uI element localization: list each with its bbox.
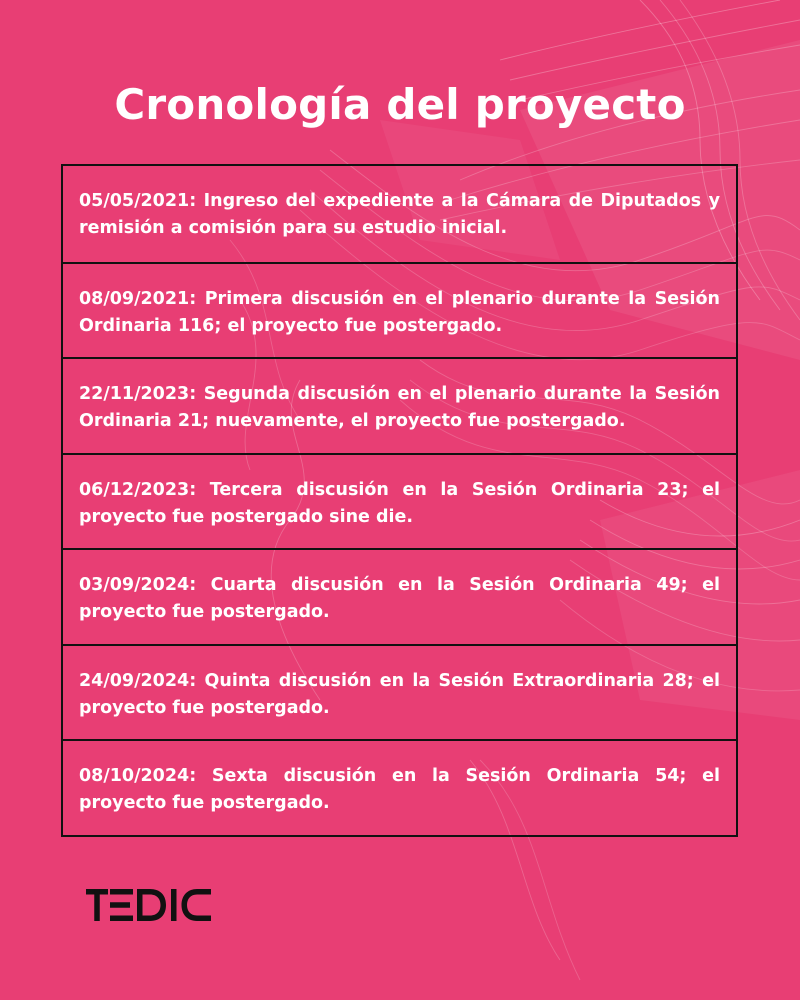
timeline-event: 24/09/2024: Quinta discusión en la Sesión Extraordinaria 28; el proyecto fue postergado. xyxy=(63,644,736,740)
timeline-table xyxy=(61,164,738,837)
page-title: Cronología del proyecto xyxy=(114,80,686,129)
timeline-event: 03/09/2024: Cuarta discusión en la Sesión Ordinaria 49; el proyecto fue postergado. xyxy=(63,548,736,644)
timeline-event: 05/05/2021: Ingreso del expediente a la Cámara de Diputados y remisión a comisión para su estudio inicial. xyxy=(79,191,720,238)
timeline-event: 08/09/2021: Primera discusión en el plenario durante la Sesión Ordinaria 116; el proyecto fue postergado. xyxy=(63,262,736,358)
timeline-event: 22/11/2023: Segunda discusión en el plenario durante la Sesión Ordinaria 21; nuevamente, el proyecto fue postergado. xyxy=(63,357,736,453)
timeline-event: 08/10/2024: Sexta discusión en la Sesión Ordinaria 54; el proyecto fue postergado. xyxy=(63,739,736,835)
timeline-event: 06/12/2023: Tercera discusión en la Sesión Ordinaria 23; el proyecto fue postergado sine die. xyxy=(63,453,736,549)
tedic-logo xyxy=(86,889,216,921)
